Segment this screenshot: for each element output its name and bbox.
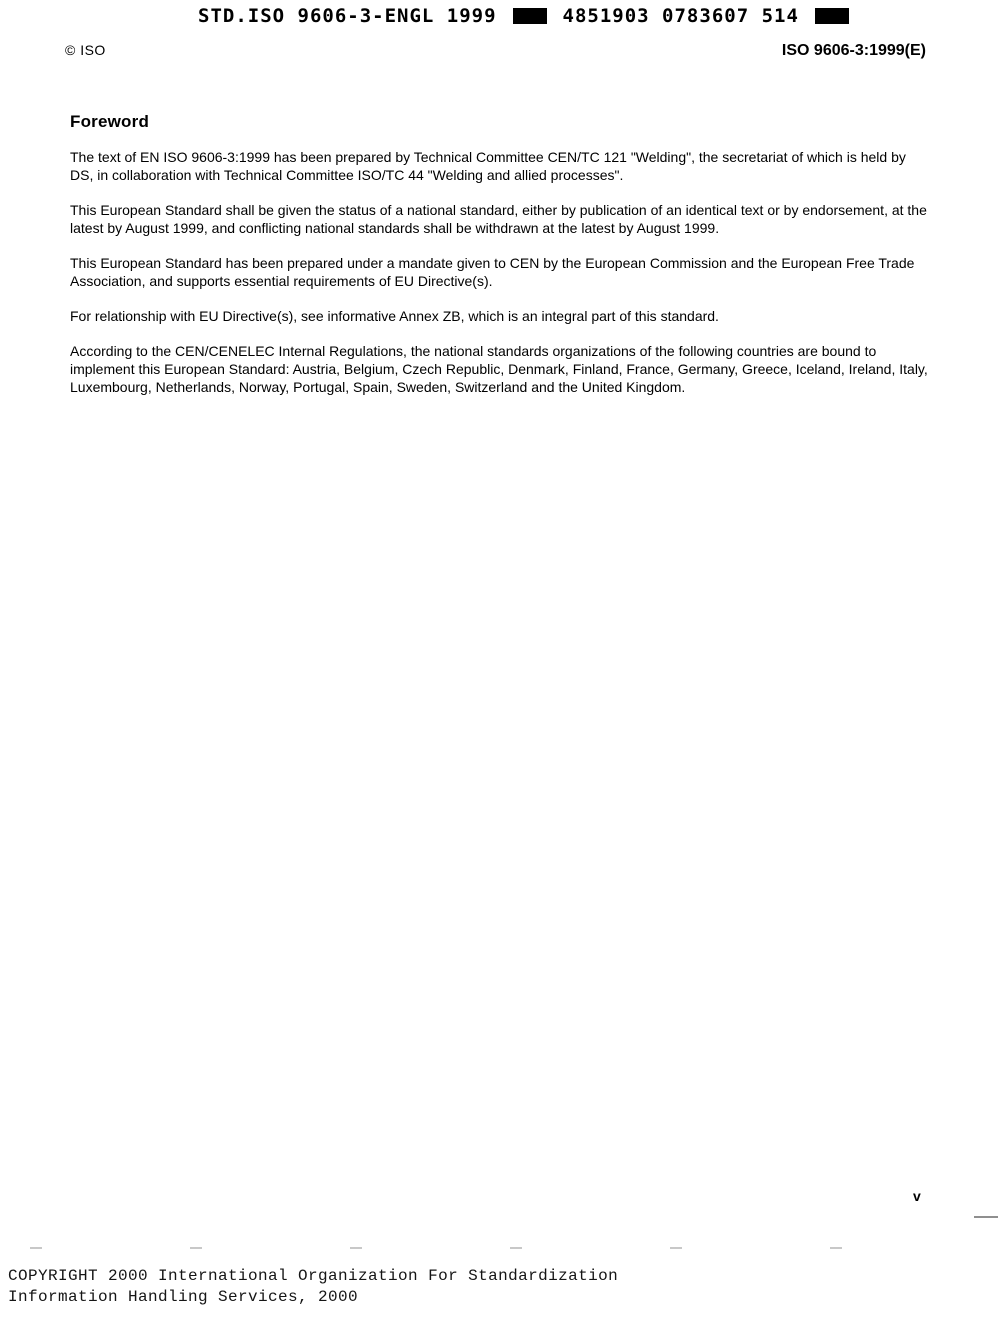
foreword-paragraph: For relationship with EU Directive(s), see informative Annex ZB, which is an integral part of this standard. xyxy=(70,308,719,324)
copyright-iso-label: © ISO xyxy=(65,42,106,58)
scan-artifact-tick xyxy=(974,1216,998,1218)
foreword-paragraph: The text of EN ISO 9606-3:1999 has been prepared by Technical Committee CEN/TC 121 "Welding", the secretariat of which is held by DS, in collaboration with Technical Committee ISO/TC 44 "Welding and allied processes". xyxy=(70,149,906,183)
scan-artifact-line xyxy=(30,1247,970,1249)
foreword-body xyxy=(70,148,932,413)
foreword-paragraph: According to the CEN/CENELEC Internal Regulations, the national standards organizations of the following countries are bound to implement this European Standard: Austria, Belgium, Czech Republic, Denmark, Finland, France, Germany, Greece, Iceland, Ireland, Italy, Luxembourg, Netherlands, Norway, Portugal, Spain, Sweden, Switzerland and the United Kingdom. xyxy=(70,343,928,395)
ocr-header-title: STD.ISO 9606-3-ENGL 1999 xyxy=(198,5,497,27)
barcode-block-icon xyxy=(815,8,849,24)
scan-ocr-header xyxy=(198,5,849,27)
standard-reference: ISO 9606-3:1999(E) xyxy=(781,42,926,59)
copyright-footer xyxy=(8,1266,618,1308)
copyright-footer-line1: COPYRIGHT 2000 International Organization For Standardization xyxy=(8,1267,619,1285)
ocr-header-numbers: 4851903 0783607 514 xyxy=(562,5,799,27)
foreword-paragraph: This European Standard shall be given the status of a national standard, either by publication of an identical text or by endorsement, at the latest by August 1999, and conflicting national standards shall be withdrawn at the latest by August 1999. xyxy=(70,202,927,236)
page-header-row xyxy=(65,42,926,60)
foreword-paragraph: This European Standard has been prepared under a mandate given to CEN by the European Commission and the European Free Trade Association, and supports essential requirements of EU Directive(s). xyxy=(70,255,915,289)
barcode-block-icon xyxy=(513,8,547,24)
page-number: v xyxy=(913,1188,921,1204)
copyright-footer-line2: Information Handling Services, 2000 xyxy=(8,1288,359,1306)
foreword-heading: Foreword xyxy=(70,112,150,131)
